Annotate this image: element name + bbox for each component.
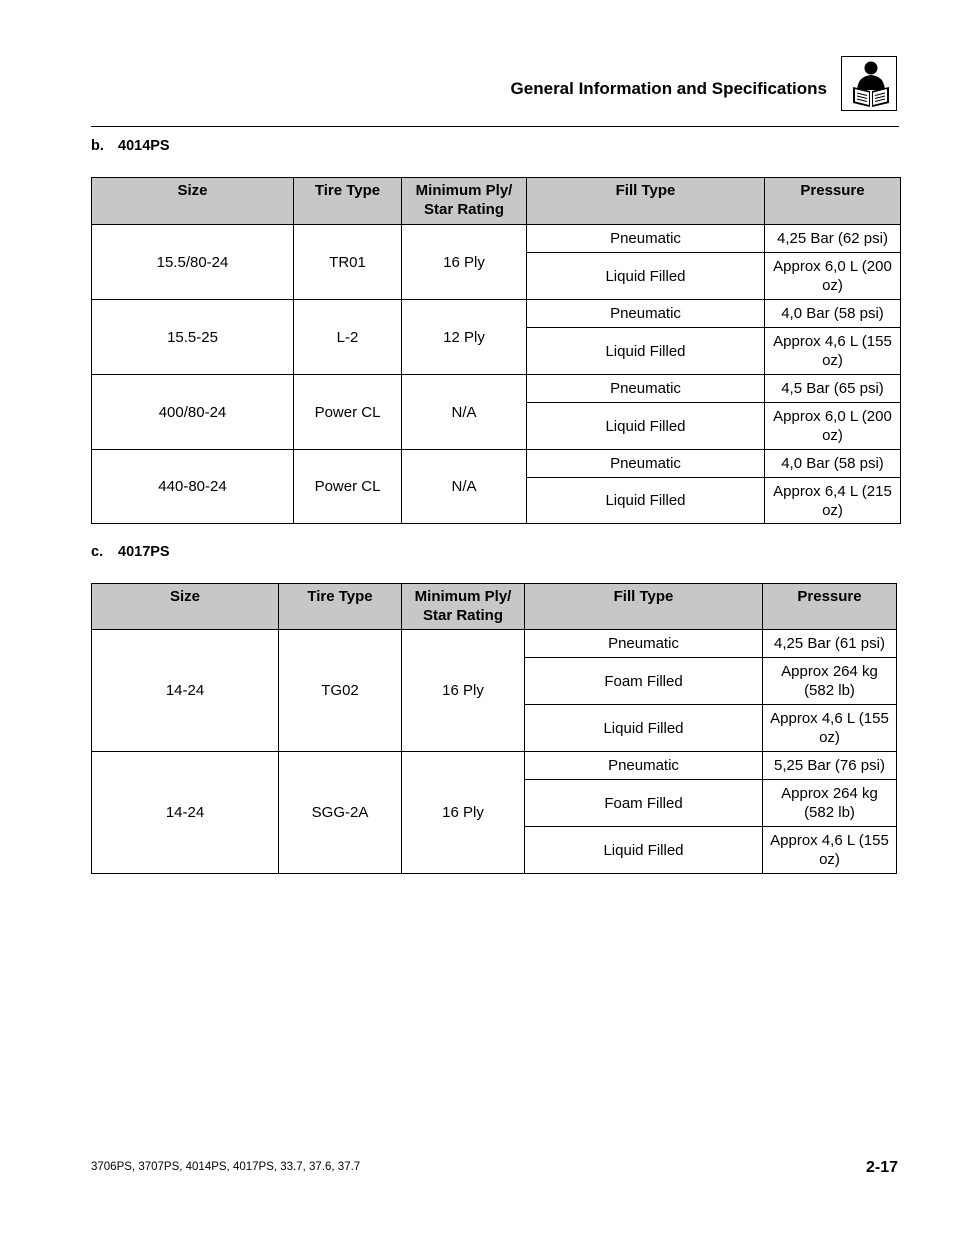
footer-model-list: 3706PS, 3707PS, 4014PS, 4017PS, 33.7, 37.6, 37.7: [91, 1161, 361, 1173]
cell-size: 14-24: [92, 752, 279, 874]
section-letter: b.: [91, 138, 104, 154]
cell-fill-type: Pneumatic: [527, 375, 765, 403]
section-model: 4017PS: [118, 544, 170, 560]
cell-pressure: 4,0 Bar (58 psi): [765, 450, 901, 478]
section-heading-4017ps: [91, 544, 170, 560]
cell-fill-type: Foam Filled: [525, 658, 763, 705]
cell-fill-type: Liquid Filled: [527, 253, 765, 300]
table-row: [92, 450, 901, 478]
column-header-fill-type: Fill Type: [527, 178, 765, 225]
table-header-row: [92, 584, 897, 630]
table-header-row: [92, 178, 901, 225]
cell-ply: 12 Ply: [402, 300, 527, 375]
cell-tire-type: TR01: [294, 225, 402, 300]
column-header-pressure: Pressure: [763, 584, 897, 630]
table-row: [92, 375, 901, 403]
cell-fill-type: Liquid Filled: [527, 478, 765, 524]
cell-pressure: Approx 264 kg (582 lb): [763, 780, 897, 827]
cell-ply: N/A: [402, 375, 527, 450]
cell-pressure: 4,0 Bar (58 psi): [765, 300, 901, 328]
cell-fill-type: Pneumatic: [525, 752, 763, 780]
column-header-fill-type: Fill Type: [525, 584, 763, 630]
cell-size: 440-80-24: [92, 450, 294, 524]
cell-size: 14-24: [92, 630, 279, 752]
operator-reading-manual-icon: [841, 56, 897, 111]
page-number: 2-17: [865, 1159, 898, 1176]
cell-tire-type: Power CL: [294, 450, 402, 524]
cell-tire-type: Power CL: [294, 375, 402, 450]
section-letter: c.: [91, 544, 104, 560]
cell-fill-type: Pneumatic: [527, 450, 765, 478]
cell-fill-type: Liquid Filled: [527, 403, 765, 450]
cell-pressure: 4,25 Bar (61 psi): [763, 630, 897, 658]
cell-tire-type: SGG-2A: [279, 752, 402, 874]
cell-fill-type: Pneumatic: [525, 630, 763, 658]
cell-ply: 16 Ply: [402, 225, 527, 300]
cell-pressure: Approx 4,6 L (155 oz): [765, 328, 901, 375]
cell-tire-type: TG02: [279, 630, 402, 752]
tire-spec-table-4017ps: [91, 583, 897, 874]
cell-fill-type: Liquid Filled: [527, 328, 765, 375]
cell-ply: 16 Ply: [402, 752, 525, 874]
page-header-title: General Information and Specifications: [510, 79, 827, 98]
cell-fill-type: Liquid Filled: [525, 705, 763, 752]
cell-pressure: Approx 4,6 L (155 oz): [763, 827, 897, 874]
column-header-pressure: Pressure: [765, 178, 901, 225]
cell-pressure: 5,25 Bar (76 psi): [763, 752, 897, 780]
table-row: [92, 630, 897, 658]
column-header-size: Size: [92, 584, 279, 630]
cell-fill-type: Pneumatic: [527, 300, 765, 328]
column-header-tire-type: Tire Type: [294, 178, 402, 225]
cell-pressure: Approx 4,6 L (155 oz): [763, 705, 897, 752]
cell-ply: N/A: [402, 450, 527, 524]
header-divider: [91, 126, 899, 127]
tire-spec-table-4014ps: [91, 177, 901, 524]
cell-pressure: 4,25 Bar (62 psi): [765, 225, 901, 253]
cell-fill-type: Liquid Filled: [525, 827, 763, 874]
cell-size: 400/80-24: [92, 375, 294, 450]
cell-tire-type: L-2: [294, 300, 402, 375]
cell-size: 15.5/80-24: [92, 225, 294, 300]
column-header-size: Size: [92, 178, 294, 225]
cell-pressure: Approx 6,4 L (215 oz): [765, 478, 901, 524]
table-row: [92, 752, 897, 780]
cell-pressure: Approx 6,0 L (200 oz): [765, 253, 901, 300]
column-header-tire-type: Tire Type: [279, 584, 402, 630]
cell-pressure: Approx 6,0 L (200 oz): [765, 403, 901, 450]
table-row: [92, 300, 901, 328]
cell-pressure: Approx 264 kg (582 lb): [763, 658, 897, 705]
cell-pressure: 4,5 Bar (65 psi): [765, 375, 901, 403]
cell-size: 15.5-25: [92, 300, 294, 375]
section-model: 4014PS: [118, 138, 170, 154]
cell-ply: 16 Ply: [402, 630, 525, 752]
section-heading-4014ps: [91, 138, 170, 154]
column-header-min-ply: Minimum Ply/ Star Rating: [402, 584, 525, 630]
column-header-min-ply: Minimum Ply/ Star Rating: [402, 178, 527, 225]
cell-fill-type: Foam Filled: [525, 780, 763, 827]
table-row: [92, 225, 901, 253]
cell-fill-type: Pneumatic: [527, 225, 765, 253]
